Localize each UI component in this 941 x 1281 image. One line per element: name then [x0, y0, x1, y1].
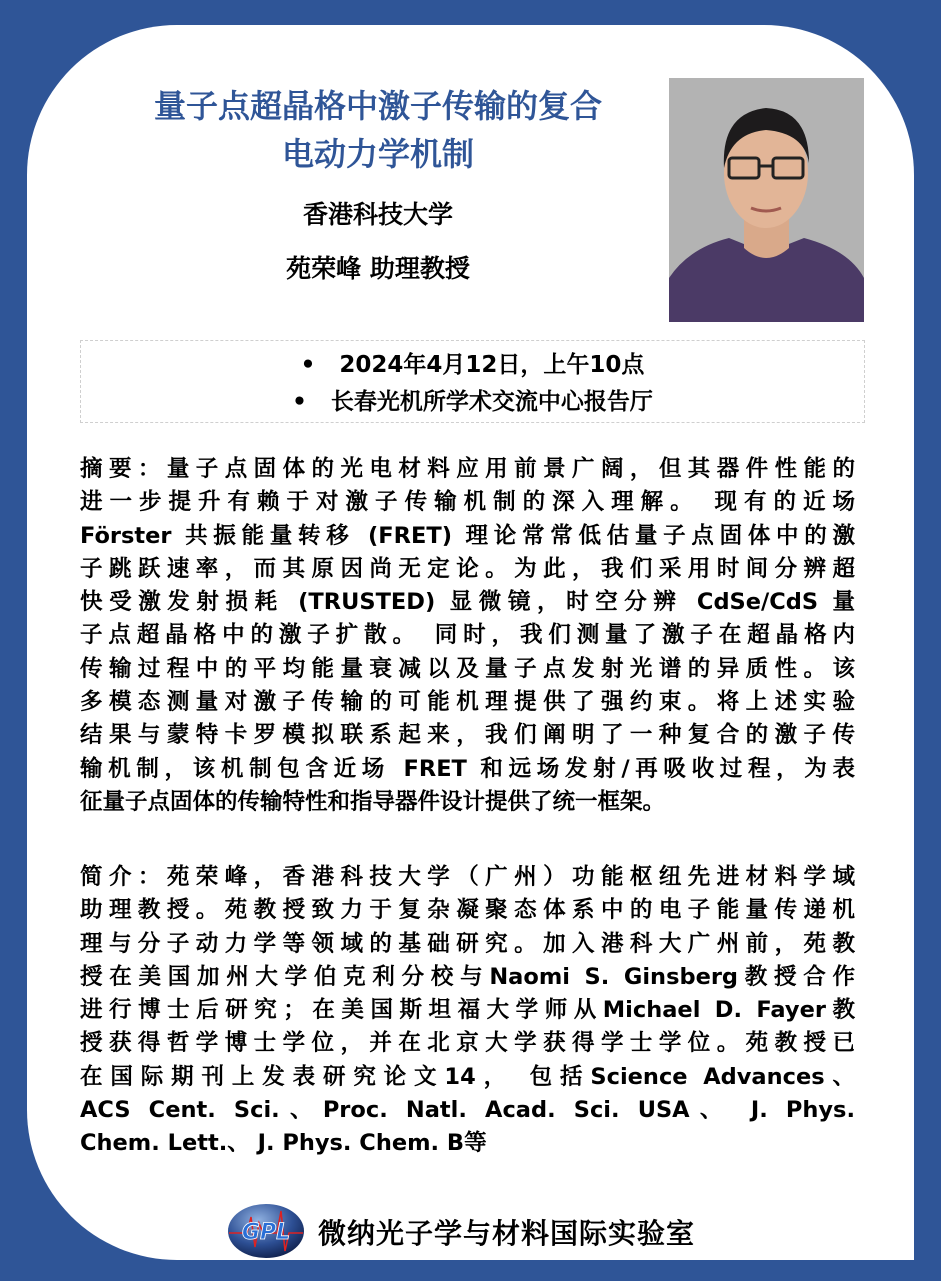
abstract-line: 摘要：量子点固体的光电材料应用前景广阔，但其器件性能的 — [80, 456, 855, 482]
talk-title-line: 电动力学机制 — [281, 135, 474, 173]
bio-line: 授在美国加州大学伯克利分校与Naomi S. Ginsberg教授合作 — [80, 963, 855, 990]
abstract-line: 结果与蒙特卡罗模拟联系起来，我们阐明了一种复合的激子传 — [80, 722, 855, 749]
event-datetime — [81, 346, 864, 379]
abstract-line: 征量子点固体的传输特性和指导器件设计提供了统一框架。 — [80, 788, 666, 815]
abstract-line: Förster 共振能量转移 (FRET) 理论常常低估量子点固体中的激 — [80, 522, 855, 549]
talk-title — [90, 82, 666, 178]
bio-line: 在国际期刊上发表研究论文14， 包括Science Advances、 — [80, 1063, 855, 1090]
logo-text: GPL — [241, 1220, 291, 1245]
bullet: • — [292, 389, 307, 415]
abstract-line: 多模态测量对激子传输的可能机理提供了强约束。将上述实验 — [80, 689, 855, 716]
bio-line: 授获得哲学博士学位，并在北京大学获得学士学位。苑教授已 — [80, 1030, 855, 1057]
abstract — [80, 453, 855, 819]
bio-line: 进行博士后研究；在美国斯坦福大学师从Michael D. Fayer教 — [80, 997, 855, 1024]
lab-name: 微纳光子学与材料国际实验室 — [318, 1217, 696, 1250]
bio-line: ACS Cent. Sci.、Proc. Natl. Acad. Sci. USA、 J. Phys. — [80, 1097, 855, 1124]
bullet: • — [300, 352, 316, 378]
bio-line: 理与分子动力学等领域的基础研究。加入港科大广州前，苑教 — [80, 930, 855, 957]
bio-line: 简介：苑荣峰，香港科技大学（广州）功能枢纽先进材料学域 — [80, 864, 855, 890]
abstract-line: 快受激发射损耗 (TRUSTED) 显微镜，时空分辨 CdSe/CdS 量 — [80, 589, 855, 616]
abstract-line: 传输过程中的平均能量衰减以及量子点发射光谱的异质性。该 — [80, 655, 855, 682]
abstract-line: 进一步提升有赖于对激子传输机制的深入理解。 现有的近场 — [80, 489, 855, 516]
event-venue — [81, 383, 864, 416]
abstract-line: 输机制，该机制包含近场 FRET 和远场发射/再吸收过程，为表 — [80, 755, 855, 782]
institution: 香港科技大学 — [302, 200, 453, 229]
bio-line: Chem. Lett.、 J. Phys. Chem. B等 — [80, 1130, 487, 1157]
speaker-bio — [80, 861, 855, 1161]
abstract-line: 子点超晶格中的激子扩散。 同时，我们测量了激子在超晶格内 — [80, 622, 855, 649]
speaker-photo — [669, 78, 864, 322]
speaker-name: 苑荣峰 助理教授 — [286, 254, 470, 283]
abstract-line: 子跳跃速率，而其原因尚无定论。为此，我们采用时间分辨超 — [80, 555, 855, 582]
bio-line: 助理教授。苑教授致力于复杂凝聚态体系中的电子能量传递机 — [80, 897, 855, 924]
talk-title-line: 量子点超晶格中激子传输的复合 — [153, 87, 602, 125]
venue-text: 长春光机所学术交流中心报告厅 — [330, 389, 653, 415]
event-info-box — [80, 340, 865, 423]
gpl-logo — [227, 1203, 305, 1259]
datetime-text: 2024年4月12日，上午10点 — [339, 352, 645, 378]
